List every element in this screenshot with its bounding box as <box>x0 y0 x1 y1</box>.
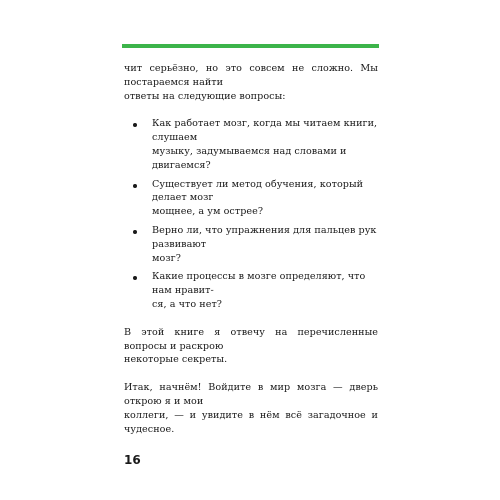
list-item <box>124 117 378 172</box>
question-4-line-2: ся, а что нет? <box>152 298 222 310</box>
question-2-line-2: мощнее, а ум острее? <box>152 206 264 218</box>
paragraph-2-line-1: В этой книге я отвечу на перечисленные вопросы и раскрою <box>124 326 378 352</box>
green-header-rule <box>122 44 379 48</box>
intro-line-1: чит серьёзно, но это совсем не сложно. Мы постараемся найти <box>124 63 378 88</box>
answer-paragraph <box>124 326 378 367</box>
intro-line-2: ответы на следующие вопросы: <box>124 90 286 102</box>
question-1-line-2: музыку, задумываемся над словами и двигаемся? <box>152 145 347 171</box>
bullet-icon <box>133 276 137 280</box>
paragraph-3-line-2: коллеги, — и увидите в нём всё загадочное и чудесное. <box>124 409 378 435</box>
list-item <box>124 224 378 265</box>
text-block <box>124 62 378 436</box>
question-1-line-1: Как работает мозг, когда мы читаем книги, слушаем <box>152 118 378 144</box>
bullet-icon <box>133 123 137 127</box>
question-3-line-1: Верно ли, что упражнения для пальцев рук развивают <box>152 224 377 250</box>
bullet-icon <box>133 230 137 234</box>
paragraph-2-line-2: некоторые секреты. <box>124 354 228 366</box>
question-list <box>124 117 378 311</box>
bullet-icon <box>133 184 137 188</box>
intro-paragraph <box>124 62 378 103</box>
list-item <box>124 270 378 311</box>
list-item <box>124 178 378 219</box>
page-number: 16 <box>124 453 141 467</box>
question-2-line-1: Существует ли метод обучения, который делает мозг <box>152 178 364 204</box>
invitation-paragraph <box>124 381 378 436</box>
paragraph-3-line-1: Итак, начнём! Войдите в мир мозга — дверь открою я и мои <box>124 382 378 407</box>
question-4-line-1: Какие процессы в мозге определяют, что нам нравит- <box>152 271 366 297</box>
question-3-line-2: мозг? <box>152 252 181 264</box>
